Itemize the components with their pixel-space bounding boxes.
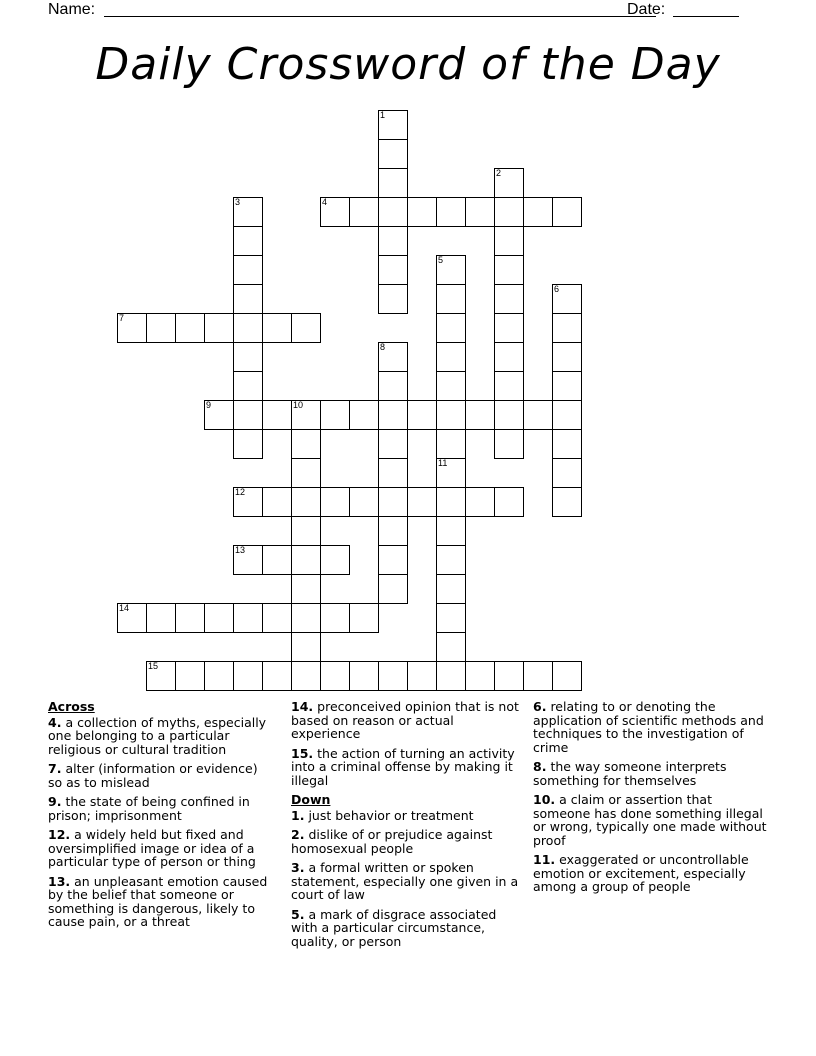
grid-cell[interactable]	[494, 313, 524, 343]
grid-cell[interactable]	[436, 516, 466, 546]
cell-number: 4	[322, 197, 328, 207]
down-clue: 3. a formal written or spoken statement, especially one given in a court of law	[291, 860, 519, 902]
grid-cell[interactable]	[204, 603, 234, 633]
across-heading: Across	[48, 699, 95, 714]
across-clue: 7. alter (information or evidence) so as to mislead	[48, 761, 258, 790]
grid-cell[interactable]	[291, 313, 321, 343]
across-clue: 9. the state of being confined in prison; imprisonment	[48, 794, 250, 823]
grid-cell[interactable]	[378, 458, 408, 488]
grid-cell[interactable]	[552, 197, 582, 227]
grid-cell[interactable]	[233, 226, 263, 256]
grid-cell[interactable]	[552, 371, 582, 401]
grid-cell[interactable]	[407, 197, 437, 227]
grid-cell[interactable]	[552, 487, 582, 517]
grid-cell[interactable]	[146, 661, 176, 691]
grid-cell[interactable]	[436, 313, 466, 343]
grid-cell[interactable]	[291, 487, 321, 517]
across-clue: 4. a collection of myths, especially one belonging to a particular religious or cultural tradition	[48, 714, 267, 757]
grid-cell[interactable]	[436, 255, 466, 285]
cell-number: 9	[206, 400, 212, 410]
grid-cell[interactable]	[552, 400, 582, 430]
grid-cell[interactable]	[552, 661, 582, 691]
grid-cell[interactable]	[349, 603, 379, 633]
grid-cell[interactable]	[436, 487, 466, 517]
cell-number: 8	[380, 342, 386, 352]
grid-cell[interactable]	[233, 545, 263, 575]
grid-cell[interactable]	[291, 574, 321, 604]
grid-cell[interactable]	[233, 371, 263, 401]
grid-cell[interactable]	[378, 255, 408, 285]
grid-cell[interactable]	[349, 661, 379, 691]
grid-cell[interactable]	[378, 574, 408, 604]
grid-cell[interactable]	[291, 516, 321, 546]
grid-cell[interactable]	[320, 400, 350, 430]
clue-column-1	[48, 700, 270, 935]
grid-cell[interactable]	[349, 400, 379, 430]
grid-cell[interactable]	[552, 284, 582, 314]
grid-cell[interactable]	[552, 342, 582, 372]
grid-cell[interactable]	[494, 661, 524, 691]
grid-cell[interactable]	[320, 545, 350, 575]
grid-cell[interactable]	[523, 197, 553, 227]
down-clue: 1. just behavior or treatment	[291, 807, 474, 823]
grid-cell[interactable]	[233, 342, 263, 372]
grid-cell[interactable]	[204, 400, 234, 430]
grid-cell[interactable]	[378, 516, 408, 546]
cell-number: 7	[119, 313, 125, 323]
grid-cell[interactable]	[378, 110, 408, 140]
grid-cell[interactable]	[233, 603, 263, 633]
grid-cell[interactable]	[552, 458, 582, 488]
grid-cell[interactable]	[378, 545, 408, 575]
grid-cell[interactable]	[291, 661, 321, 691]
grid-cell[interactable]	[378, 661, 408, 691]
grid-cell[interactable]	[262, 661, 292, 691]
grid-cell[interactable]	[494, 168, 524, 198]
grid-cell[interactable]	[378, 342, 408, 372]
grid-cell[interactable]	[320, 603, 350, 633]
grid-cell[interactable]	[552, 429, 582, 459]
grid-cell[interactable]	[233, 255, 263, 285]
cell-number: 10	[293, 400, 304, 410]
grid-cell[interactable]	[378, 400, 408, 430]
grid-cell[interactable]	[494, 371, 524, 401]
grid-cell[interactable]	[436, 429, 466, 459]
grid-cell[interactable]	[349, 487, 379, 517]
grid-cell[interactable]	[523, 400, 553, 430]
grid-cell[interactable]	[262, 545, 292, 575]
grid-cell[interactable]	[233, 313, 263, 343]
grid-cell[interactable]	[436, 371, 466, 401]
grid-cell[interactable]	[146, 313, 176, 343]
grid-cell[interactable]	[494, 429, 524, 459]
name-label: Name:	[48, 1, 96, 18]
cell-number: 6	[554, 284, 560, 294]
grid-cell[interactable]	[262, 313, 292, 343]
down-heading: Down	[291, 792, 331, 807]
across-clue: 13. an unpleasant emotion caused by the belief that someone or something is dangerous, likely to cause pain, or a threat	[48, 873, 268, 929]
grid-cell[interactable]	[436, 400, 466, 430]
cell-number: 15	[148, 661, 159, 671]
grid-cell[interactable]	[233, 400, 263, 430]
clue-column-3	[533, 700, 769, 900]
grid-cell[interactable]	[436, 284, 466, 314]
grid-cell[interactable]	[378, 226, 408, 256]
grid-cell[interactable]	[494, 255, 524, 285]
grid-cell[interactable]	[378, 371, 408, 401]
grid-cell[interactable]	[233, 284, 263, 314]
grid-cell[interactable]	[378, 429, 408, 459]
grid-cell[interactable]	[233, 487, 263, 517]
grid-cell[interactable]	[175, 661, 205, 691]
grid-cell[interactable]	[494, 487, 524, 517]
grid-cell[interactable]	[320, 197, 350, 227]
grid-cell[interactable]	[436, 342, 466, 372]
cell-number: 2	[496, 168, 502, 178]
grid-cell[interactable]	[291, 429, 321, 459]
clue-column-2	[291, 700, 523, 954]
cell-number: 12	[235, 487, 246, 497]
cell-number: 1	[380, 110, 386, 120]
cell-number: 13	[235, 545, 246, 555]
grid-cell[interactable]	[291, 632, 321, 662]
across-clue: 12. a widely held but fixed and oversimplified image or idea of a particular type of person or thing	[48, 827, 256, 869]
down-clue: 6. relating to or denoting the application of scientific methods and techniques to the investigation of crime	[533, 699, 764, 755]
grid-cell[interactable]	[378, 197, 408, 227]
grid-cell[interactable]	[407, 661, 437, 691]
grid-cell[interactable]	[494, 400, 524, 430]
cell-number: 14	[119, 603, 130, 613]
grid-cell[interactable]	[436, 458, 466, 488]
grid-cell[interactable]	[436, 545, 466, 575]
down-clue: 5. a mark of disgrace associated with a particular circumstance, quality, or person	[291, 906, 497, 949]
down-clue: 11. exaggerated or uncontrollable emotion or excitement, especially among a group of people	[533, 852, 749, 894]
grid-cell[interactable]	[233, 197, 263, 227]
grid-cell[interactable]	[378, 487, 408, 517]
grid-cell[interactable]	[291, 458, 321, 488]
grid-cell[interactable]	[436, 603, 466, 633]
grid-cell[interactable]	[494, 284, 524, 314]
down-clue: 8. the way someone interprets something for themselves	[533, 759, 727, 788]
grid-cell[interactable]	[465, 487, 495, 517]
cell-number: 3	[235, 197, 241, 207]
grid-cell[interactable]	[233, 661, 263, 691]
cell-number: 5	[438, 255, 444, 265]
grid-cell[interactable]	[204, 661, 234, 691]
across-clue: 15. the action of turning an activity into a criminal offense by making it illegal	[291, 745, 515, 788]
grid-cell[interactable]	[407, 487, 437, 517]
grid-cell[interactable]	[175, 313, 205, 343]
grid-cell[interactable]	[291, 545, 321, 575]
grid-cell[interactable]	[349, 197, 379, 227]
grid-cell[interactable]	[378, 139, 408, 169]
grid-cell[interactable]	[494, 342, 524, 372]
grid-cell[interactable]	[465, 661, 495, 691]
down-clue: 2. dislike of or prejudice against homosexual people	[291, 827, 493, 856]
grid-cell[interactable]	[233, 429, 263, 459]
grid-cell[interactable]	[436, 632, 466, 662]
grid-cell[interactable]	[117, 313, 147, 343]
grid-cell[interactable]	[378, 168, 408, 198]
grid-cell[interactable]	[320, 661, 350, 691]
grid-cell[interactable]	[262, 603, 292, 633]
page-title: Daily Crossword of the Day	[95, 39, 721, 90]
grid-cell[interactable]	[262, 400, 292, 430]
grid-cell[interactable]	[465, 400, 495, 430]
grid-cell[interactable]	[436, 197, 466, 227]
across-clue: 14. preconceived opinion that is not based on reason or actual experience	[291, 699, 519, 741]
grid-cell[interactable]	[523, 661, 553, 691]
grid-cell[interactable]	[262, 487, 292, 517]
grid-cell[interactable]	[552, 313, 582, 343]
grid-cell[interactable]	[146, 603, 176, 633]
cell-number: 11	[438, 458, 448, 468]
grid-cell[interactable]	[378, 284, 408, 314]
down-clue: 10. a claim or assertion that someone has done something illegal or wrong, typically one made without proof	[533, 792, 767, 848]
grid-cell[interactable]	[291, 400, 321, 430]
grid-cell[interactable]	[117, 603, 147, 633]
grid-cell[interactable]	[436, 574, 466, 604]
grid-cell[interactable]	[320, 487, 350, 517]
grid-cell[interactable]	[436, 661, 466, 691]
grid-cell[interactable]	[291, 603, 321, 633]
date-label: Date:	[627, 1, 666, 18]
grid-cell[interactable]	[494, 226, 524, 256]
grid-cell[interactable]	[407, 400, 437, 430]
grid-cell[interactable]	[204, 313, 234, 343]
grid-cell[interactable]	[494, 197, 524, 227]
grid-cell[interactable]	[175, 603, 205, 633]
grid-cell[interactable]	[465, 197, 495, 227]
